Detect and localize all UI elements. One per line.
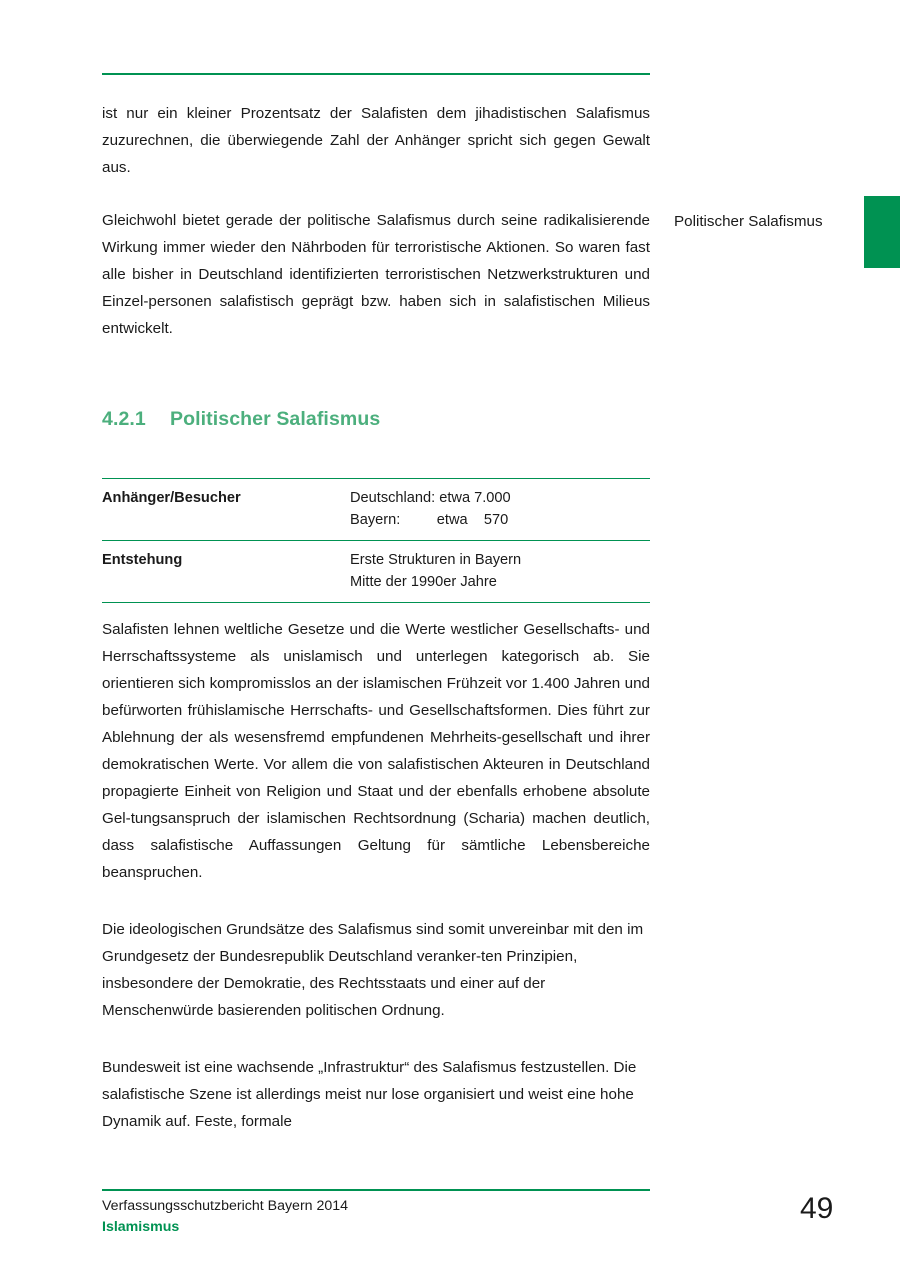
paragraph-spacer	[102, 1024, 650, 1054]
table-value-line-2: Mitte der 1990er Jahre	[350, 574, 497, 590]
table-value-line-1: Erste Strukturen in Bayern	[350, 552, 522, 568]
footer-report-title: Verfassungsschutzbericht Bayern 2014	[102, 1198, 349, 1214]
section-heading	[102, 408, 662, 431]
paragraph-political-salafism: Gleichwohl bietet gerade der politische Salafismus durch seine radikalisierende Wirkung immer wieder den Nährboden für terroristische Aktionen. So waren fast alle bisher in Deutschland identifizierten terroristischen Netzwerkstrukturen und Einzel-personen salafistisch geprägt bzw. haben sich in salafistischen Milieus entwickelt.	[102, 212, 650, 337]
section-edge-tab	[864, 196, 900, 268]
main-text-column	[102, 100, 650, 342]
table-value-anhaenger	[350, 479, 650, 541]
paragraph-intro: ist nur ein kleiner Prozentsatz der Salafisten dem jihadistischen Salafismus zuzurechnen, die überwiegende Zahl der Anhänger spricht sich gegen Gewalt aus.	[102, 105, 650, 176]
table-value-entstehung	[350, 541, 650, 603]
section-number: 4.2.1	[102, 408, 146, 430]
paragraph-infrastruktur: Bundesweit ist eine wachsende „Infrastruktur“ des Salafismus festzustellen. Die salafistische Szene ist allerdings meist nur lose organisiert und weist eine hohe Dynamik auf. Feste, formale	[102, 1059, 637, 1130]
margin-note-politischer-salafismus: Politischer Salafismus	[674, 213, 823, 230]
table-row	[102, 479, 650, 541]
section-title: Politischer Salafismus	[170, 408, 381, 430]
info-table	[102, 478, 650, 603]
table-value-line-1: Deutschland: etwa 7.000	[350, 490, 511, 506]
page-number: 49	[800, 1192, 834, 1225]
paragraph-spacer	[102, 181, 650, 207]
table-row	[102, 541, 650, 603]
table-value-line-2: Bayern: etwa 570	[350, 512, 509, 528]
footer-chapter-title: Islamismus	[102, 1219, 180, 1235]
table-label-anhaenger: Anhänger/Besucher	[102, 479, 350, 541]
table-label-entstehung: Entstehung	[102, 541, 350, 603]
paragraph-spacer	[102, 886, 650, 916]
footer-divider	[102, 1189, 650, 1191]
paragraph-grundsaetze: Die ideologischen Grundsätze des Salafismus sind somit unvereinbar mit den im Grundgesetz der Bundesrepublik Deutschland veranker-ten Prinzipien, insbesondere der Demokratie, des Rechtsstaats und einer auf der Menschenwürde basierenden politischen Ordnung.	[102, 921, 644, 1019]
top-rule-divider	[102, 73, 650, 75]
body-text-after-table	[102, 616, 650, 1135]
paragraph-ideology: Salafisten lehnen weltliche Gesetze und die Werte westlicher Gesellschafts- und Herrschaftssysteme als unislamisch und unterlegen kategorisch ab. Sie orientieren sich kompromisslos an der islamischen Frühzeit vor 1.400 Jahren und befürworten frühislamische Herrschafts- und Gesellschaftsformen. Dies führt zur Ablehnung der als wesensfremd empfundenen Mehrheits-gesellschaft und ihrer demokratischen Werte. Vor allem die von salafistischen Akteuren in Deutschland propagierte Einheit von Religion und Staat und der ebenfalls erhobene absolute Gel-tungsanspruch der islamischen Rechtsordnung (Scharia) machen deutlich, dass salafistische Auffassungen Geltung für sämtliche Lebensbereiche beanspruchen.	[102, 621, 650, 881]
